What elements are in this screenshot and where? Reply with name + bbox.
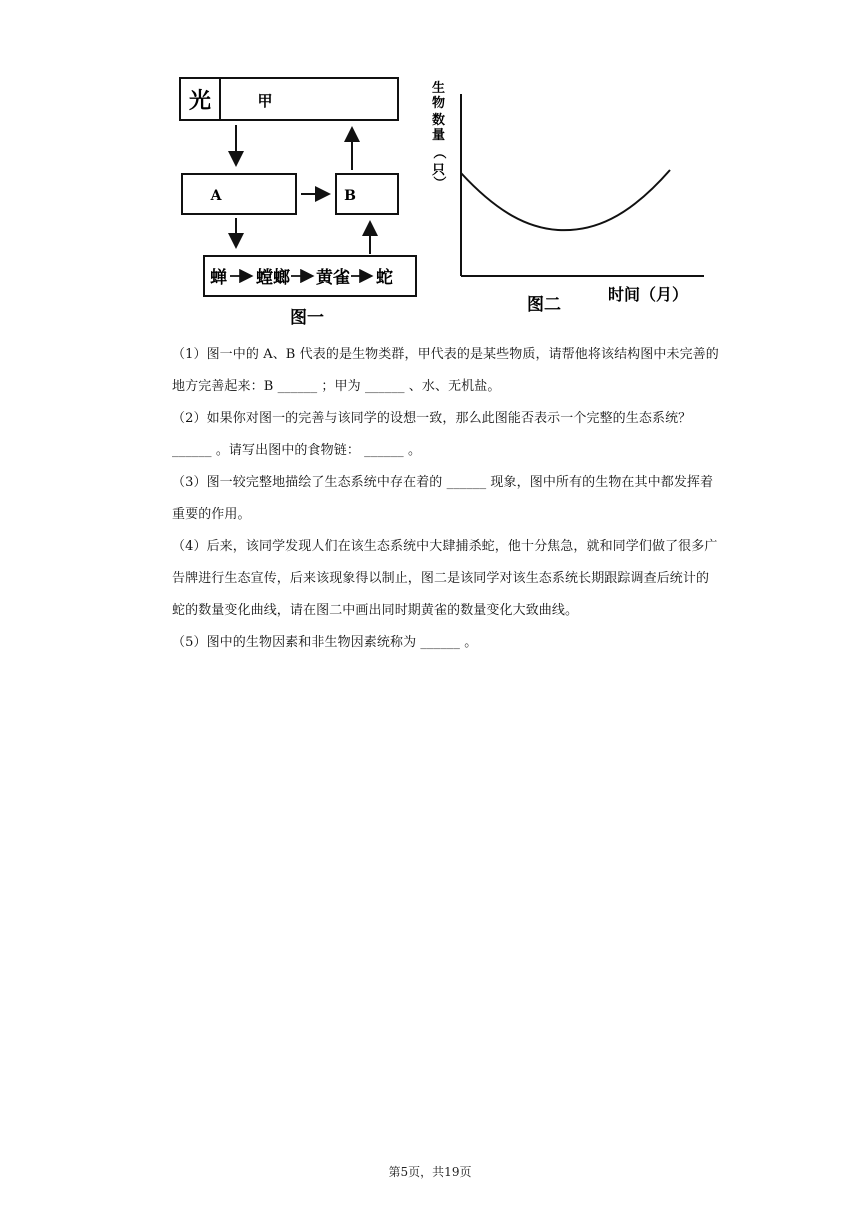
y-label-char: ）	[431, 176, 446, 190]
question-2: （2）如果你对图一的完善与该同学的设想一致，那么此图能否表示一个完整的生态系统？ ______ 。请写出图中的食物链： ______ 。	[172, 411, 692, 458]
question-5: （5）图中的生物因素和非生物因素统称为 ______ 。	[172, 635, 478, 650]
box-a	[182, 174, 296, 214]
y-label-char: 只	[432, 163, 446, 178]
y-label-char: 生	[432, 81, 446, 96]
figure-two-chart	[428, 78, 718, 328]
figure-two-caption: 图二	[527, 295, 561, 315]
question-list	[172, 339, 720, 659]
box-a-label: A	[210, 188, 222, 204]
box-jia	[180, 78, 398, 120]
chain-organism-cicada: 蝉	[210, 268, 227, 288]
y-label-char: 数	[432, 113, 446, 128]
snake-population-curve	[461, 170, 670, 230]
figure-one-diagram	[170, 70, 430, 330]
light-label: 光	[188, 88, 212, 114]
chain-organism-snake: 蛇	[376, 268, 393, 288]
question-1: （1）图一中的 A、B 代表的是生物类群，甲代表的是某些物质，请帮他将该结构图中未完善的地方完善起来：B ______ ；甲为 ______ 、水、无机盐。	[172, 347, 719, 394]
figure-one-caption: 图一	[290, 308, 324, 328]
question-4: （4）后来，该同学发现人们在该生态系统中大肆捕杀蛇，他十分焦急，就和同学们做了很多广告牌进行生态宣传，后来该现象得以制止，图二是该同学对该生态系统长期跟踪调查后统计的蛇的数量变化曲线，请在图二中画出同时期黄雀的数量变化大致曲线。	[172, 539, 718, 618]
x-axis-label: 时间（月）	[608, 285, 689, 304]
page-footer: 第5页，共19页	[388, 1165, 472, 1179]
y-label-char: （	[431, 146, 446, 160]
chain-organism-mantis: 螳螂	[256, 268, 290, 288]
jia-label: 甲	[257, 92, 273, 110]
box-b-label: B	[344, 188, 356, 204]
chain-organism-oriole: 黄雀	[316, 268, 350, 288]
y-label-char: 物	[432, 96, 446, 111]
question-3: （3）图一较完整地描绘了生态系统中存在着的 ______ 现象，图中所有的生物在其中都发挥着重要的作用。	[172, 475, 714, 522]
y-axis-label	[431, 80, 447, 189]
y-label-char: 量	[432, 128, 446, 143]
